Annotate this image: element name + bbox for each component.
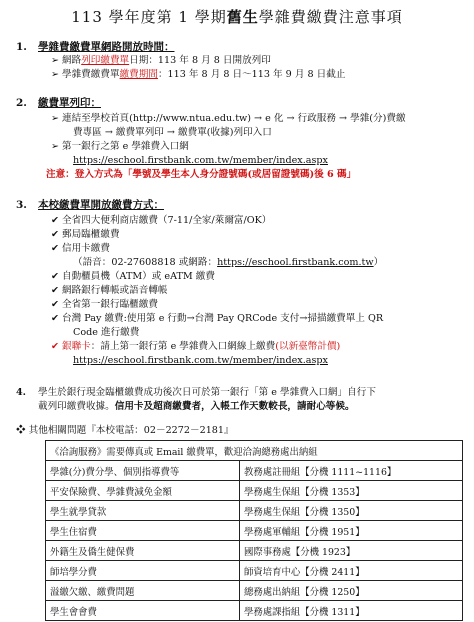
page-title (0, 6, 474, 27)
check-bullet-icon: ✔ (50, 341, 60, 352)
section-2-line-2: ➢ 第一銀行之第 e 學雜費入口網 (50, 141, 189, 152)
check-bullet-icon: ✔ (50, 299, 60, 310)
table-row: 師培學分費 師資培育中心【分機 2411】 (46, 561, 463, 581)
arrow-bullet-icon: ➢ (50, 141, 60, 152)
section-4-line-2: 載列印繳費收據。信用卡及超商繳費者，入帳工作天數較長，請耐心等候。 (38, 401, 355, 412)
check-bullet-icon: ✔ (50, 271, 60, 282)
payment-method-item: ✔ 全省第一銀行臨櫃繳費 (50, 299, 158, 310)
table-row: 學雜(分)費分學、個別指導費等 教務處註冊組【分機 1111~1116】 (46, 461, 463, 481)
table-row: 學生會會費 學務處課指組【分機 1311】 (46, 601, 463, 621)
check-bullet-icon: ✔ (50, 229, 60, 240)
section-2-line-1: ➢ 連結至學校首頁(http://www.ntua.edu.tw) → e 化 → 行政服務 → 學雜(分)費繳 (50, 113, 406, 124)
payment-method-item: ✔ 郵局臨櫃繳費 (50, 229, 120, 240)
section-2-url[interactable] (16, 154, 456, 168)
section-2-heading: 2. 繳費單列印： (16, 97, 101, 109)
payment-method-item: ✔ 信用卡繳費 (50, 243, 110, 254)
payment-method-item: ✔ 台灣 Pay 繳費:使用第 e 行動→台灣 Pay QRCode 支付→掃描繳費單上 QR (50, 313, 384, 324)
table-header-row (46, 441, 463, 461)
check-bullet-icon: ✔ (50, 243, 60, 254)
payment-method-item: ✔ 網路銀行轉帳或語音轉帳 (50, 285, 168, 296)
credit-card-voice-line: （語音：02-27608818 或網路：https://eschool.firstbank.com.tw） (73, 257, 384, 268)
unionpay-item: ✔ 銀聯卡：請上第一銀行第 e 學雜費入口網線上繳費(以新臺幣計價) (50, 341, 341, 352)
section-4 (16, 386, 456, 414)
section-3 (16, 198, 456, 368)
taiwan-pay-cont: Code 進行繳費 (73, 327, 140, 338)
other-questions: ❖ 其他相關問題『本校電話：02－2272－2181』 (16, 425, 234, 436)
table-row: 學生住宿費 學務處軍輔組【分機 1951】 (46, 521, 463, 541)
firstbank-link[interactable]: https://eschool.firstbank.com.tw/member/index.aspx (73, 155, 328, 166)
table-row: 溢繳欠繳、繳費問題 總務處出納組【分機 1250】 (46, 581, 463, 601)
check-bullet-icon: ✔ (50, 285, 60, 296)
unionpay-link[interactable]: https://eschool.firstbank.com.tw/member/index.aspx (73, 355, 328, 366)
section-1-line-2: ➢ 學雜費繳費單繳費期間：113 年 8 月 8 日～113 年 9 月 8 日截止 (50, 69, 346, 80)
section-1-line-1: ➢ 網路列印繳費單日期：113 年 8 月 8 日開放列印 (50, 55, 271, 66)
title-text: 113 學年度第 1 學期 (71, 8, 227, 26)
eschool-link[interactable]: https://eschool.firstbank.com.tw (217, 257, 374, 268)
title-bold-text: 舊生 (226, 8, 259, 26)
section-1 (16, 40, 456, 82)
table-row: 外籍生及僑生健保費 國際事務處【分機 1923】 (46, 541, 463, 561)
payment-method-item: ✔ 全省四大便利商店繳費（7-11/全家/萊爾富/OK） (50, 215, 272, 226)
section-4-line-1: 4. 學生於銀行現金臨櫃繳費成功後次日可於第一銀行「第 e 學雜費入口網」自行下 (16, 387, 376, 398)
check-bullet-icon: ✔ (50, 215, 60, 226)
unionpay-url[interactable] (16, 354, 456, 368)
arrow-bullet-icon: ➢ (50, 113, 60, 124)
check-bullet-icon: ✔ (50, 313, 60, 324)
section-3-heading: 3. 本校繳費單開放繳費方式： (16, 199, 164, 211)
login-note: 注意：登入方式為「學號及學生本人身分證號碼(或居留證號碼)後 6 碼」 (46, 169, 357, 180)
table-header: 《洽詢服務》需要傳真或 Email 繳費單，歡迎洽詢總務處出納組 (46, 441, 463, 461)
payment-method-item: ✔ 自動櫃員機（ATM）或 eATM 繳費 (50, 271, 215, 282)
section-1-heading: 1. 學雜費繳費單網路開放時間： (16, 41, 175, 53)
section-2 (16, 96, 456, 182)
table-row: 平安保險費、學雜費減免金額 學務處生保組【分機 1353】 (46, 481, 463, 501)
arrow-bullet-icon: ➢ (50, 55, 60, 66)
arrow-bullet-icon: ➢ (50, 69, 60, 80)
title-text-end: 學雜費繳費注意事項 (258, 8, 403, 26)
diamond-bullet-icon: ❖ (16, 425, 26, 436)
table-row: 學生就學貸款 學務處生保組【分機 1350】 (46, 501, 463, 521)
contact-table (45, 440, 463, 621)
section-2-line-1-cont: 費專區 → 繳費單列印 → 繳費單(收據)列印入口 (73, 127, 272, 138)
